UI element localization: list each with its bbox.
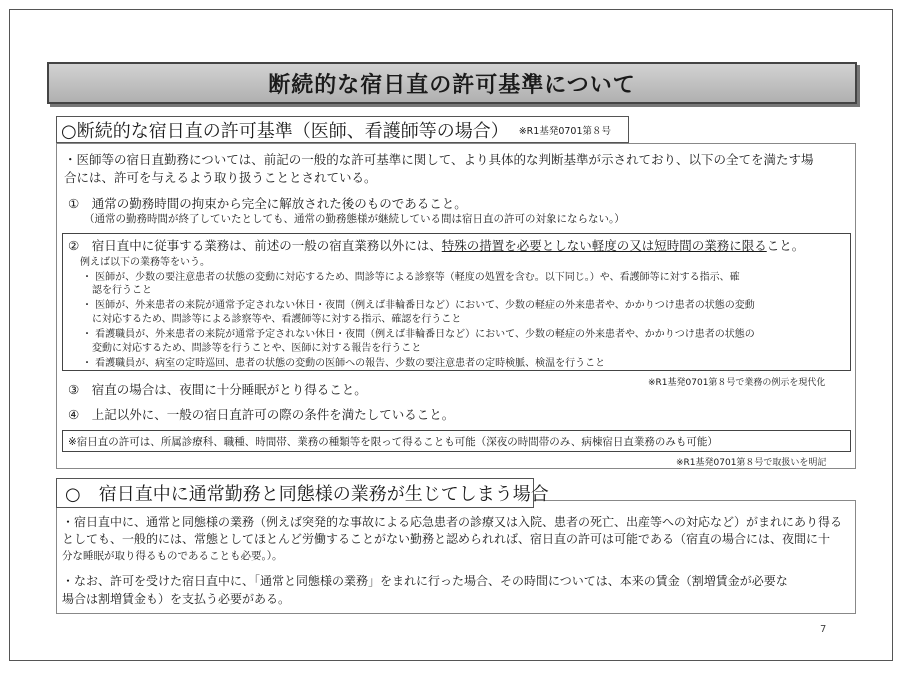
item2-line xyxy=(68,236,804,254)
page-number: 7 xyxy=(820,624,827,635)
item2-underlined: 特殊の措置を必要としない軽度の又は短時間の業務に限る xyxy=(441,238,767,253)
section1-heading xyxy=(56,116,629,143)
note-box-side: ※R1基発0701第８号で取扱いを明記 xyxy=(676,458,827,468)
item2-bullet3-line2: 変動に対応するため、問診等を行うことや、医師に対する報告を行うこと xyxy=(92,343,422,354)
item4: ④ 上記以外に、一般の宿日直許可の際の条件を満たしていること。 xyxy=(68,407,455,422)
intro-line1: ・医師等の宿日直勤務については、前記の一般的な許可基準に関して、より具体的な判断基準が示されており、以下の全てを満たす場 xyxy=(64,152,814,167)
item2-bullet1-line2: 認を行うこと xyxy=(92,285,152,296)
item1-line1: ① 通常の勤務時間の拘束から完全に解放された後のものであること。 xyxy=(68,196,467,211)
section2-heading: ○ 宿日直中に通常勤務と同態様の業務が生じてしまう場合 xyxy=(56,478,534,508)
item2-pre: ② 宿日直中に従事する業務は、前述の一般の宿直業務以外には、 xyxy=(68,238,442,253)
item2-side-note: ※R1基発0701第８号で業務の例示を現代化 xyxy=(648,378,826,388)
section2-p2-line2: 場合は割増賃金も）を支払う必要がある。 xyxy=(62,592,291,606)
item2-bullet2-line1: ・ 医師が、外来患者の来院が通常予定されない休日・夜間（例えば非輪番日など）において、少数の軽症の外来患者や、かかりつけ患者の状態の変動 xyxy=(82,300,755,311)
intro-line2: 合には、許可を与えるよう取り扱うこととされている。 xyxy=(64,170,377,185)
item3: ③ 宿直の場合は、夜間に十分睡眠がとり得ること。 xyxy=(68,382,367,397)
item1-line2: （通常の勤務時間が終了していたとしても、通常の勤務態様が継続している間は宿日直の許可の対象にならない。） xyxy=(84,213,625,225)
section2-p1-line2: としても、一般的には、常態としてほとんど労働することがない勤務と認められれば、宿日直の許可は可能である（宿直の場合には、夜間に十 xyxy=(62,532,831,546)
item2-bullet2-line2: に対応するため、問診等による診察等や、看護師等に対する指示、確認を行うこと xyxy=(92,314,462,325)
section1-heading-text: ○断続的な宿日直の許可基準（医師、看護師等の場合） xyxy=(61,120,509,142)
section2-p2-line1: ・なお、許可を受けた宿日直中に、「通常と同態様の業務」をまれに行った場合、その時間については、本来の賃金（割増賃金が必要な xyxy=(62,574,788,588)
item2-bullet3-line1: ・ 看護職員が、外来患者の来院が通常予定されない休日・夜間（例えば非輪番日など）において、少数の軽症の外来患者や、かかりつけ患者の状態の xyxy=(82,329,755,340)
section1-heading-note: ※R1基発0701第８号 xyxy=(518,125,612,137)
section2-p1-line1: ・宿日直中に、通常と同態様の業務（例えば突発的な事故による応急患者の診療又は入院、患者の死亡、出産等への対応など）がまれにあり得る xyxy=(62,515,843,529)
slide-title: 断続的な宿日直の許可基準について xyxy=(47,62,857,104)
item2-post: こと。 xyxy=(766,238,805,253)
section2-p1-line3: 分な睡眠が取り得るものであることも必要。）。 xyxy=(62,550,283,562)
item2-bullet1-line1: ・ 医師が、少数の要注意患者の状態の変動に対応するため、問診等による診察等（軽度の処置を含む。以下同じ。）や、看護師等に対する指示、確 xyxy=(82,272,740,283)
item2-bullet4: ・ 看護職員が、病室の定時巡回、患者の状態の変動の医師への報告、少数の要注意患者の定時検脈、検温を行うこと xyxy=(82,358,606,369)
item2-examples-intro: 例えば以下の業務等をいう。 xyxy=(80,257,210,268)
note-box-text: ※宿日直の許可は、所属診療科、職種、時間帯、業務の種類等を限って得ることも可能（深夜の時間帯のみ、病棟宿日直業務のみも可能） xyxy=(68,436,718,448)
